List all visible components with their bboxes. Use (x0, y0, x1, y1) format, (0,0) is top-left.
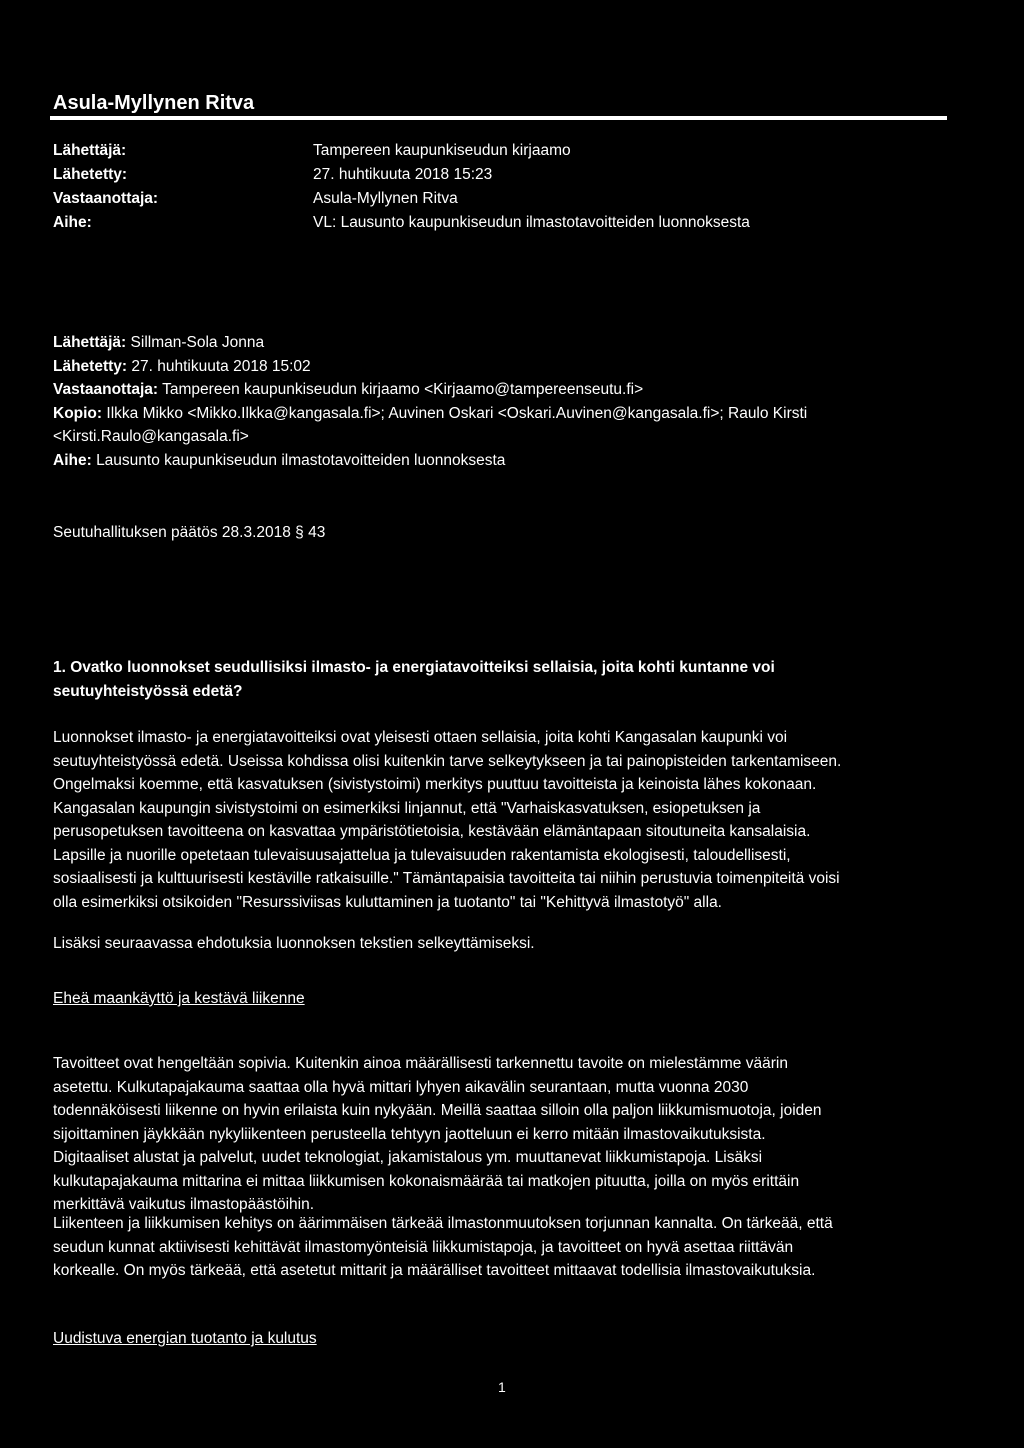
forwarded-to-value: Tampereen kaupunkiseudun kirjaamo <Kirjaamo@tampereenseutu.fi> (162, 381, 644, 398)
paragraph-line: asetettu. Kulkutapajakauma saattaa olla hyvä mittari lyhyen aikavälin seurantaan, mutta vuonna 2030 (53, 1078, 749, 1096)
forwarded-subject-value: Lausunto kaupunkiseudun ilmastotavoitteiden luonnoksesta (96, 451, 506, 469)
meta-label: Lähettäjä: (53, 142, 127, 159)
meta-value: 27. huhtikuuta 2018 15:23 (313, 166, 493, 183)
paragraph-line: Kangasalan kaupungin sivistystoimi on esimerkiksi linjannut, että "Varhaiskasvatuksen, esiopetuksen ja (53, 799, 761, 817)
section-1-paragraph-2 (53, 1212, 953, 1283)
forwarded-to (53, 378, 933, 402)
forwarded-cc (53, 402, 933, 426)
forwarded-sent-value: 27. huhtikuuta 2018 15:02 (131, 357, 311, 375)
forwarded-from-label: Lähettäjä: (53, 334, 127, 351)
forwarded-cc-continuation: <Kirsti.Raulo@kangasala.fi> (53, 428, 249, 445)
section-1-paragraph-1 (53, 1052, 953, 1217)
page-number: 1 (498, 1379, 506, 1395)
forwarded-from-value: Sillman-Sola Jonna (130, 334, 265, 351)
decision-reference: Seutuhallituksen päätös 28.3.2018 § 43 (53, 524, 326, 541)
question-line: seutuyhteistyössä edetä? (53, 682, 243, 700)
paragraph-line: kulkutapajakauma mittarina ei mittaa liikkumisen kokonaismäärää tai matkojen pituutta, joilla on myös erittäin (53, 1172, 800, 1190)
paragraph-line: sosiaalisesti ja kulttuurisesti kestäville ratkaisuille." Tämäntapaisia tavoitteita tai niihin perustuvia toimenpiteitä voisi (53, 870, 840, 887)
forwarded-sent (53, 355, 933, 379)
paragraph-line: sijoittaminen jäykkään nykyliikenteen perusteella tehtyyn jaotteluun ei kerro mitään ilmastovaikutuksista. (53, 1125, 766, 1143)
meta-label: Aihe: (53, 214, 92, 231)
addition-note: Lisäksi seuraavassa ehdotuksia luonnoksen tekstien selkeyttämiseksi. (53, 935, 535, 952)
paragraph-line: Tavoitteet ovat hengeltään sopivia. Kuitenkin ainoa määrällisesti tarkennettu tavoite on mielestämme väärin (53, 1055, 788, 1072)
paragraph-line: korkealle. On myös tärkeää, että asetetut mittarit ja määrälliset tavoitteet mittaavat todellisia ilmastovaikutuksia. (53, 1262, 816, 1279)
paragraph-line: Ongelmaksi koemme, että kasvatuksen (sivistystoimi) merkitys puuttuu tavoitteista ja keinoista lähes kokonaan. (53, 776, 817, 793)
paragraph-line: Digitaaliset alustat ja palvelut, uudet teknologiat, jakamistalous ym. muuttanevat liikkumistapoja. Lisäksi (53, 1149, 763, 1166)
document-owner-name: Asula-Myllynen Ritva (53, 92, 255, 114)
paragraph-line: Liikenteen ja liikkumisen kehitys on äärimmäisen tärkeää ilmastonmuutoksen torjunnan kannalta. On tärkeää, että (53, 1215, 833, 1232)
question-line: 1. Ovatko luonnokset seudullisiksi ilmasto- ja energiatavoitteiksi sellaisia, joita kohti kuntanne voi (53, 659, 775, 676)
paragraph-line: perusopetuksen tavoitteena on kasvattaa ympäristötietoisia, kestävään elämäntapaan sitoutuneita kansalaisia. (53, 823, 811, 840)
meta-value: Tampereen kaupunkiseudun kirjaamo (313, 142, 571, 159)
meta-value: VL: Lausunto kaupunkiseudun ilmastotavoitteiden luonnoksesta (313, 214, 750, 231)
question-1 (53, 656, 953, 703)
meta-label: Vastaanottaja: (53, 190, 159, 207)
forwarded-message-header (53, 331, 933, 472)
forwarded-sent-label: Lähetetty: (53, 357, 128, 375)
paragraph-line: Lapsille ja nuorille opetetaan tulevaisuusajattelua ja tulevaisuuden rakentamista ekologisesti, taloudellisesti, (53, 846, 791, 864)
paragraph-line: olla esimerkiksi otsikoiden "Resurssiviisas kuluttaminen ja tuotanto" tai "Kehittyvä ilmastotyö" alla. (53, 893, 722, 911)
paragraph-line: merkittävä vaikutus ilmastopäästöihin. (53, 1196, 315, 1213)
meta-value: Asula-Myllynen Ritva (313, 190, 458, 207)
forwarded-from (53, 331, 933, 355)
section-heading-land-use-transport: Eheä maankäyttö ja kestävä liikenne (53, 990, 305, 1007)
section-heading-renewable-energy: Uudistuva energian tuotanto ja kulutus (53, 1330, 317, 1347)
forwarded-subject (53, 449, 933, 473)
forwarded-cc-value: Ilkka Mikko <Mikko.Ilkka@kangasala.fi>; Auvinen Oskari <Oskari.Auvinen@kangasala.fi>; Raulo Kirsti (106, 404, 808, 422)
forwarded-cc-label: Kopio: (53, 404, 103, 422)
forwarded-subject-label: Aihe: (53, 451, 92, 469)
paragraph-line: seudun kunnat aktiivisesti kehittävät ilmastomyönteisiä liikkumistapoja, ja tavoitteet on hyvä asettaa riittävän (53, 1238, 794, 1256)
header-divider (50, 116, 947, 120)
paragraph-line: todennäköisesti liikenne on hyvin erilaista kuin nykyään. Meillä saattaa silloin olla paljon liikkumismuotoja, joiden (53, 1102, 822, 1119)
meta-label: Lähetetty: (53, 166, 128, 183)
answer-1-paragraph (53, 726, 953, 914)
paragraph-line: Luonnokset ilmasto- ja energiatavoitteiksi ovat yleisesti ottaen sellaisia, joita kohti Kangasalan kaupunki voi (53, 729, 788, 746)
forwarded-to-label: Vastaanottaja: (53, 381, 159, 398)
paragraph-line: seutuyhteistyössä edetä. Useissa kohdissa olisi kuitenkin tarve selkeytykseen ja tai painopisteiden tarkentamiseen. (53, 752, 842, 770)
